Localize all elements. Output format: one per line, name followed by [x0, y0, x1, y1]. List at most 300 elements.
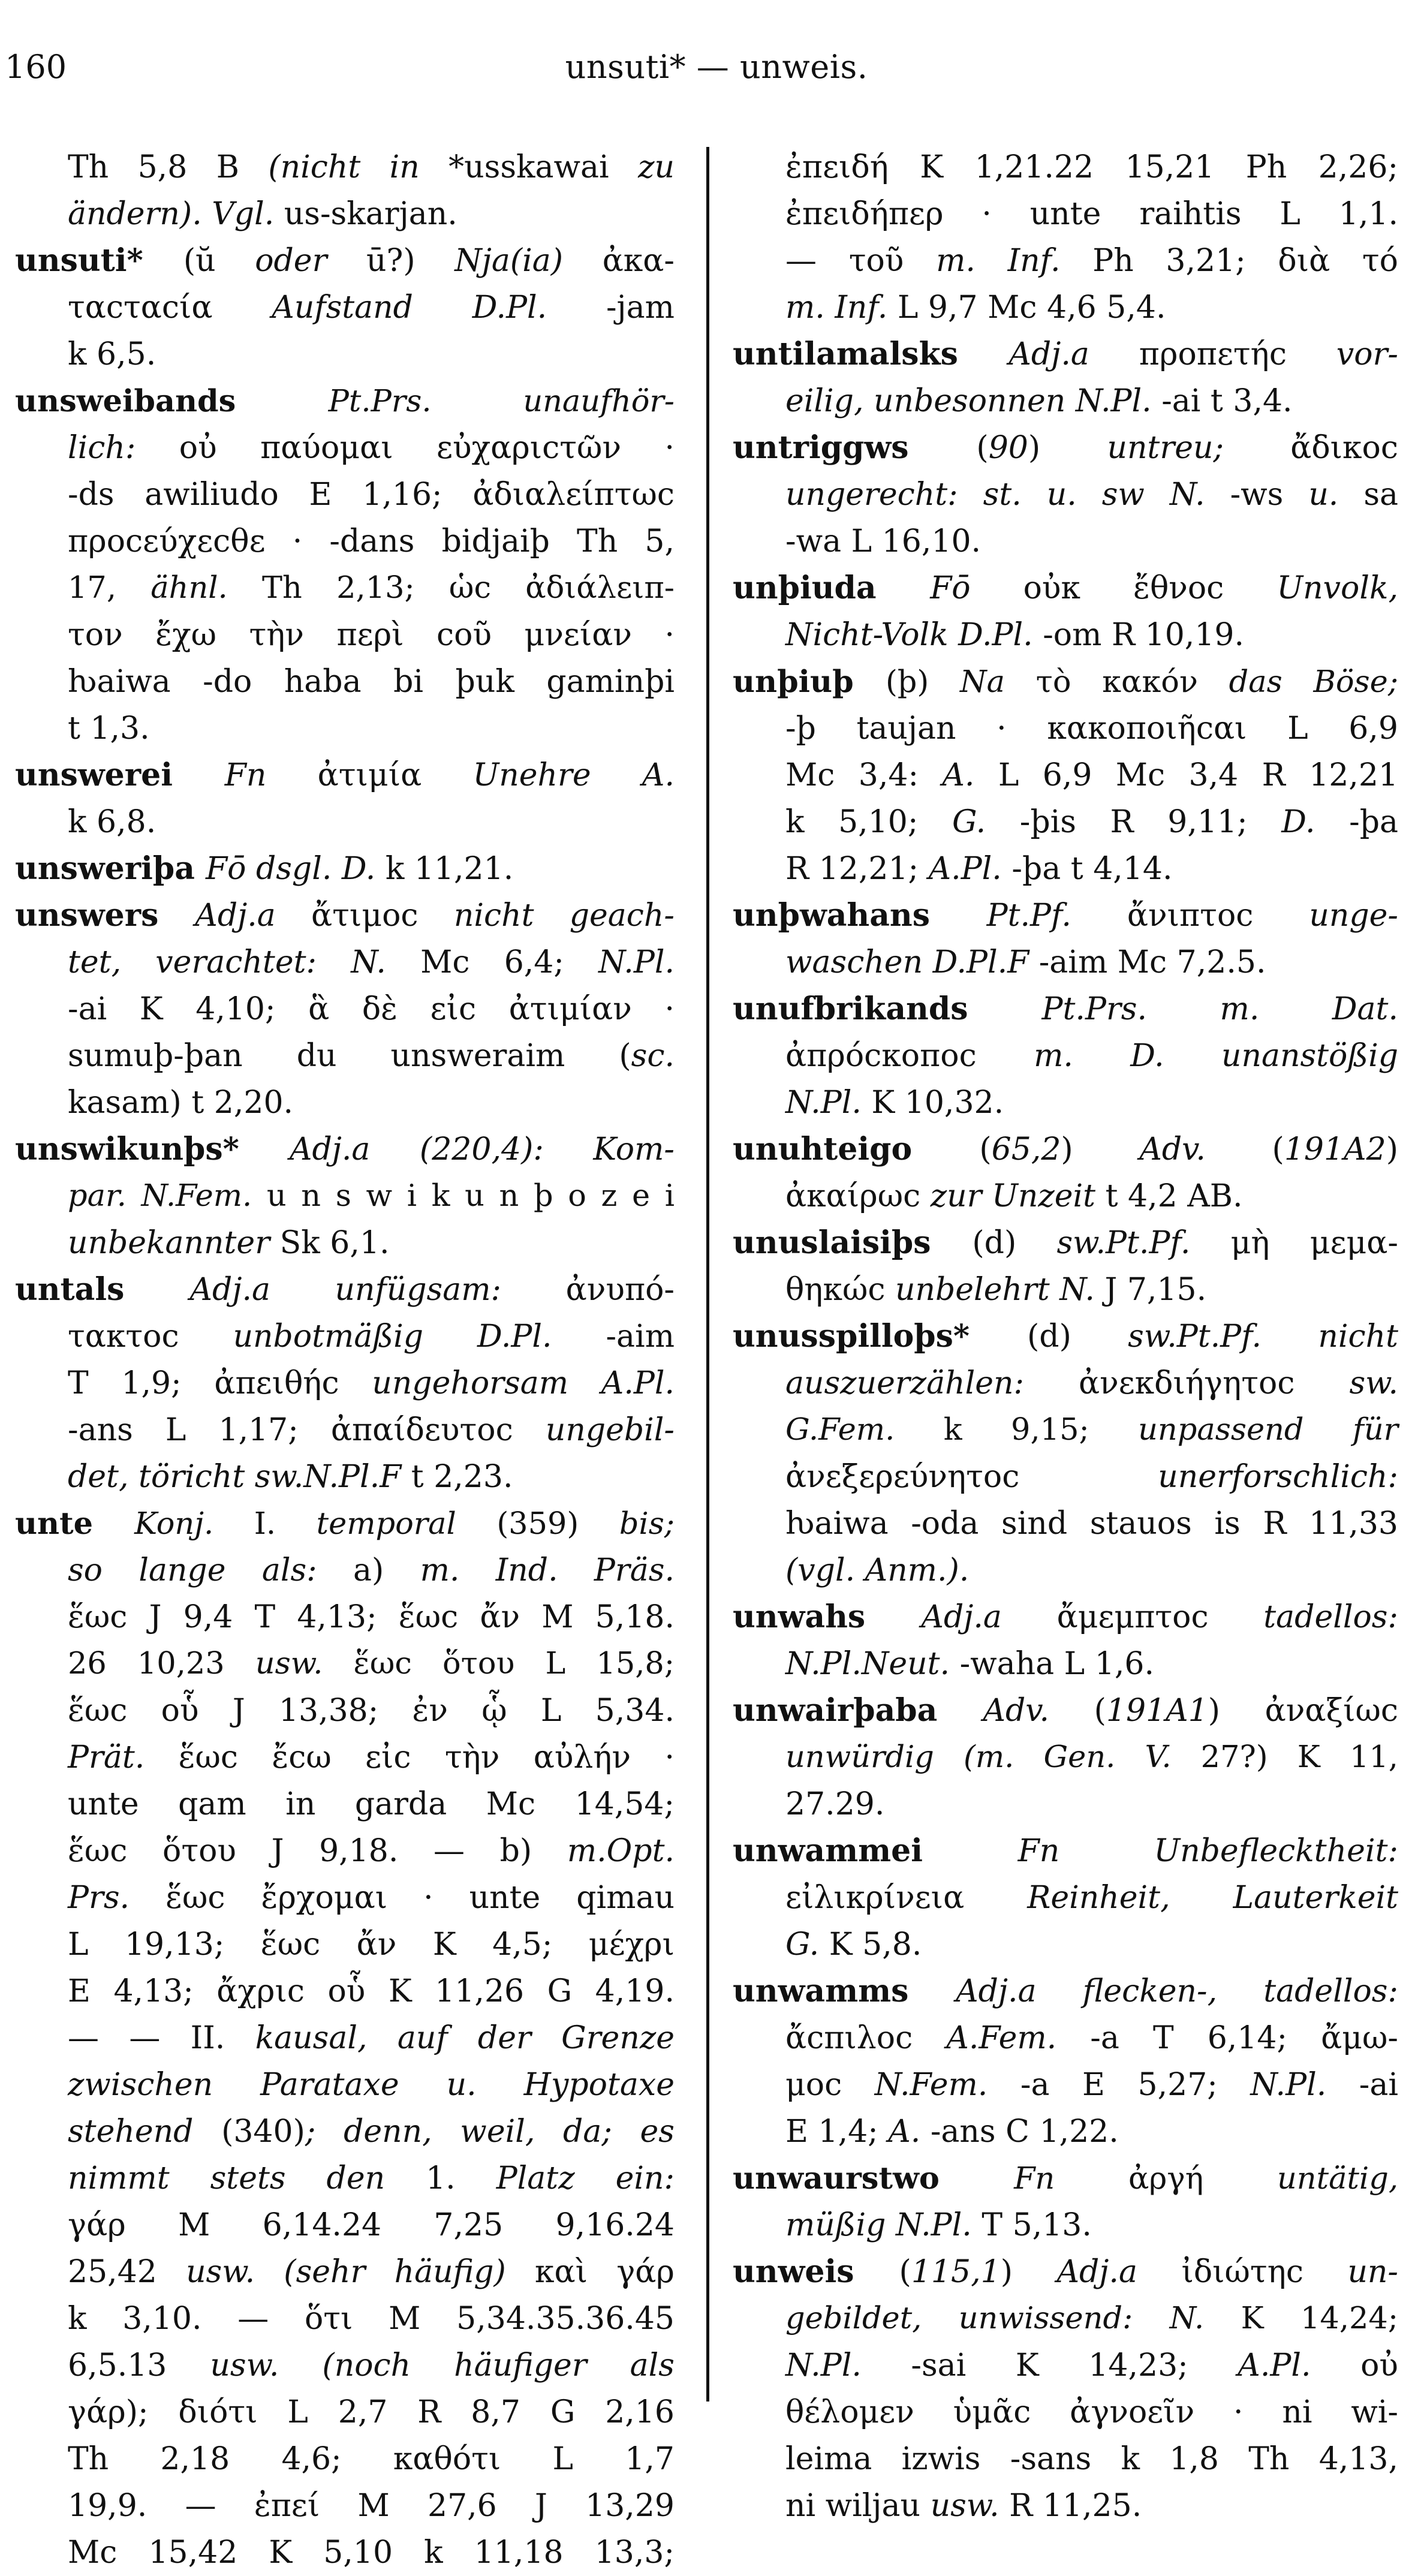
text: -ws	[1230, 477, 1309, 513]
text: I.	[254, 1506, 317, 1542]
entry-line	[733, 2108, 1398, 2155]
italic-text: A.	[888, 2114, 931, 2150]
italic-text: vor-	[1336, 336, 1398, 372]
italic-text: unpassend für	[1138, 1412, 1399, 1448]
italic-text: (nicht in	[268, 149, 449, 185]
left-column	[15, 144, 675, 2576]
text: ἀκα-	[602, 243, 675, 279]
text: ἕωc οὗ J 13,38; ἐν ᾧ L 5,34.	[68, 1693, 675, 1729]
text: K 14,24;	[1241, 2301, 1399, 2336]
italic-text: das Böse;	[1229, 664, 1398, 700]
headword: unwaurstwo	[733, 2160, 1014, 2196]
entry-line	[733, 2482, 1398, 2529]
right-column	[733, 144, 1398, 2529]
entry-headline	[733, 1828, 1398, 1874]
running-head: unsuti* — unweis.	[565, 48, 868, 86]
text: 26 10,23	[68, 1646, 255, 1681]
text: k 5,10;	[785, 804, 952, 840]
text: -ai t 3,4.	[1161, 383, 1293, 419]
italic-text: Nicht-Volk D.Pl.	[785, 617, 1043, 653]
entry-line	[15, 705, 675, 752]
text: 6,5.13	[68, 2348, 210, 2384]
text: ἕωc ἔρχομαι · unte qimau	[165, 1880, 675, 1916]
italic-text: waschen D.Pl.F	[785, 944, 1039, 980]
text: -þa	[1349, 804, 1398, 840]
text: )	[1000, 2254, 1057, 2290]
headword: unsweibands	[15, 383, 329, 419]
text: k 6,8.	[68, 804, 156, 840]
italic-text: müßig N.Pl.	[785, 2207, 982, 2243]
italic-text: zwischen Parataxe u. Hypotaxe	[68, 2067, 675, 2103]
text: μὴ μεμα-	[1230, 1225, 1398, 1261]
italic-text: N.Pl.	[1250, 2067, 1359, 2103]
entry-line	[15, 1641, 675, 1687]
entry-line	[15, 425, 675, 471]
entry-headline	[733, 1968, 1398, 2015]
entry-headline	[15, 378, 675, 425]
italic-text: G.Fem.	[785, 1412, 944, 1448]
headword: unþiuda	[733, 570, 931, 606]
italic-text: sw.	[1349, 1365, 1398, 1401]
entry-line	[733, 2342, 1398, 2389]
text: -aim Mc 7,2.5.	[1038, 944, 1266, 980]
italic-text: usw.	[930, 2488, 1010, 2524]
text: Th 2,18 4,6; καθότι L 1,7	[68, 2441, 675, 2477]
text: leima izwis -sans k 1,8 Th 4,13,	[785, 2441, 1398, 2477]
text: ū?)	[366, 243, 455, 279]
headword: unuhteigo	[733, 1131, 980, 1167]
entry-line	[15, 1921, 675, 1968]
italic-text: Aufstand D.Pl.	[272, 290, 606, 326]
italic-text: Pt.Pf.	[986, 898, 1127, 934]
text: t 4,2 AB.	[1105, 1178, 1243, 1214]
entry-line	[733, 1641, 1398, 1687]
italic-text: unge-	[1309, 898, 1398, 934]
italic-text: zu	[638, 149, 675, 185]
entry-headline	[733, 2155, 1398, 2202]
text: ἰδιώτηc	[1181, 2254, 1348, 2290]
italic-text: ungehorsam A.Pl.	[372, 1365, 675, 1401]
text: -waha L 1,6.	[959, 1646, 1154, 1682]
text: R 11,25.	[1009, 2488, 1142, 2524]
entry-line	[733, 237, 1398, 284]
entry-line	[733, 705, 1398, 752]
entry-line	[733, 2015, 1398, 2062]
text: ἄμεμπτοc	[1056, 1599, 1264, 1635]
italic-text: Reinheit, Lauterkeit	[1027, 1880, 1398, 1916]
text: ἕωc ὅτου L 15,8;	[353, 1646, 675, 1681]
entry-headline	[15, 1500, 675, 1547]
entry-line	[15, 939, 675, 986]
text: 27.29.	[785, 1786, 885, 1822]
entry-line	[15, 1547, 675, 1594]
text: )	[1028, 430, 1107, 466]
text: ἀτιμία	[317, 757, 473, 793]
text: -ans C 1,22.	[930, 2114, 1119, 2150]
italic-text: Na	[960, 664, 1036, 700]
italic-text: un-	[1347, 2254, 1398, 2290]
text: 27?) K 11,	[1200, 1740, 1398, 1775]
text: ἄνιπτοc	[1127, 898, 1309, 934]
italic-text: par. N.Fem.	[68, 1178, 267, 1214]
text: ƕaiwa -oda sind stauos is R 11,33	[785, 1506, 1398, 1542]
italic-text: tadellos:	[1263, 1599, 1398, 1635]
entry-line	[733, 939, 1398, 986]
italic-text: Adj.a	[1008, 336, 1139, 372]
entry-line	[15, 2529, 675, 2576]
entry-line	[15, 2062, 675, 2108]
text: -ai	[1359, 2067, 1398, 2103]
italic-text: A.	[942, 757, 998, 793]
entry-line	[733, 799, 1398, 845]
entry-line	[733, 2062, 1398, 2108]
text: Ph 3,21; διὰ τό	[1092, 243, 1398, 279]
entry-line	[733, 2202, 1398, 2249]
text: -þa t 4,14.	[1011, 851, 1173, 887]
italic-text: m.Opt.	[567, 1833, 675, 1869]
text: k 3,10. — ὅτι M 5,34.35.36.45	[68, 2301, 675, 2337]
entry-line	[15, 1220, 675, 1266]
text: -aim	[606, 1319, 675, 1355]
italic-text: G.	[952, 804, 1020, 840]
italic-text: Fō dsgl. D.	[206, 851, 386, 887]
italic-text: A.Pl.	[1238, 2348, 1361, 2384]
page-number: 160	[5, 48, 67, 86]
entry-line	[15, 284, 675, 331]
text: εἰλικρίνεια	[785, 1880, 1028, 1916]
entry-line	[15, 144, 675, 191]
text: u n s w i k u n þ o z e i	[266, 1178, 675, 1214]
text: K 5,8.	[829, 1927, 922, 1963]
entry-headline	[733, 1313, 1398, 1360]
entry-line	[15, 658, 675, 705]
text: -jam	[606, 290, 675, 326]
entry-line	[15, 2342, 675, 2389]
italic-text: nicht geach-	[453, 898, 675, 934]
text: us-skarjan.	[284, 196, 457, 232]
text: E 4,13; ἄχριc οὗ K 11,26 G 4,19.	[68, 1973, 675, 2009]
text: ἀνυπό-	[565, 1272, 675, 1308]
text: 25,42	[68, 2254, 186, 2290]
italic-text: Unehre A.	[472, 757, 675, 793]
text: 19,9. — ἐπεί M 27,6 J 13,29	[68, 2488, 675, 2524]
italic-text: usw.	[255, 1646, 354, 1681]
italic-text: usw. (sehr häufig)	[186, 2254, 535, 2290]
italic-text: lich:	[68, 430, 179, 466]
italic-text: eilig, unbesonnen N.Pl.	[785, 383, 1162, 419]
italic-text: G.	[785, 1927, 829, 1963]
text: 1.	[426, 2160, 496, 2196]
text: ταcταcία	[68, 290, 272, 326]
italic-text: ungerecht: st. u. sw N.	[785, 477, 1230, 513]
text: (	[899, 2254, 911, 2290]
italic-text: untätig,	[1277, 2161, 1399, 2196]
entry-line	[15, 1453, 675, 1500]
entry-line	[733, 1500, 1398, 1547]
entry-headline	[733, 1126, 1398, 1173]
text: μοc	[785, 2067, 875, 2103]
italic-text: 65,2	[991, 1131, 1061, 1167]
entry-headline	[15, 1126, 675, 1173]
entry-line	[733, 2295, 1398, 2342]
entry-headline	[733, 565, 1398, 612]
entry-line	[15, 1874, 675, 1921]
entry-line	[15, 2482, 675, 2529]
italic-text: tet, verachtet: N.	[68, 944, 421, 980]
headword: unte	[15, 1506, 135, 1542]
italic-text: unwürdig (m. Gen. V.	[785, 1740, 1201, 1775]
italic-text: Fn	[224, 757, 318, 793]
italic-text: auszuerzählen:	[785, 1365, 1079, 1401]
text: -a E 5,27;	[1020, 2067, 1251, 2103]
italic-text: kausal, auf der Grenze	[255, 2020, 675, 2056]
entry-line	[15, 1968, 675, 2015]
text: E 1,4;	[785, 2114, 889, 2150]
entry-line	[15, 1173, 675, 1220]
text: (	[1272, 1131, 1284, 1167]
entry-line	[15, 1033, 675, 1079]
text: (d)	[972, 1225, 1057, 1261]
text: *usskawai	[448, 149, 639, 185]
headword: unuslaisiþs	[733, 1224, 973, 1261]
entry-headline	[733, 658, 1398, 705]
entry-line	[733, 471, 1398, 518]
text: k 11,21.	[385, 851, 514, 887]
text: L 9,7 Mc 4,6 5,4.	[897, 290, 1166, 326]
italic-text: untreu;	[1107, 430, 1291, 466]
text: k 6,5.	[68, 336, 156, 372]
italic-text: (vgl. Anm.).	[785, 1552, 970, 1588]
italic-text: Adj.a unfügsam:	[189, 1272, 566, 1308]
italic-text: Adj.a	[195, 898, 312, 934]
italic-text: m. Inf.	[785, 290, 898, 326]
text: προcεύχεcθε · -dans bidjaiþ Th 5,	[68, 523, 675, 559]
entry-line	[15, 1360, 675, 1407]
entry-line	[733, 1781, 1398, 1828]
entry-headline	[15, 845, 675, 892]
text: (	[976, 430, 989, 466]
headword: unwahs	[733, 1599, 922, 1635]
entry-line	[733, 1407, 1398, 1453]
headword: untals	[15, 1271, 190, 1308]
italic-text: 191A1	[1106, 1693, 1208, 1729]
italic-text: ungebil-	[545, 1412, 675, 1448]
text: (	[1094, 1693, 1106, 1729]
text: ƕaiwa -do haba bi þuk gaminþi	[68, 664, 675, 700]
italic-text: 90	[988, 430, 1028, 466]
italic-text: Adv.	[983, 1693, 1094, 1729]
entry-line	[15, 331, 675, 378]
text: R 12,21;	[785, 851, 929, 887]
entry-line	[15, 191, 675, 237]
headword: unweis	[733, 2253, 899, 2290]
text: Mc 3,4:	[785, 757, 943, 793]
italic-text: Adj.a (220,4): Kom-	[289, 1131, 675, 1167]
text: τακτοc	[68, 1319, 233, 1355]
text: γάρ); διότι L 2,7 R 8,7 G 2,16	[68, 2394, 675, 2430]
entry-headline	[733, 331, 1398, 378]
text: θέλομεν ὑμᾶc ἀγνοεῖν · ni wi-	[785, 2394, 1398, 2430]
text: ἐπειδήπερ · unte raihtis L 1,1.	[785, 196, 1398, 232]
entry-line	[733, 191, 1398, 237]
text: οὐ παύομαι εὐχαριcτῶν ·	[179, 430, 675, 466]
italic-text: Adv.	[1139, 1131, 1272, 1167]
entry-headline	[15, 237, 675, 284]
text: (ŭ	[183, 243, 255, 279]
italic-text: Konj.	[134, 1506, 254, 1542]
italic-text: Adj.a	[921, 1599, 1057, 1635]
entry-line	[733, 612, 1398, 658]
entry-line	[15, 1313, 675, 1360]
italic-text: zur Unzeit	[930, 1178, 1106, 1214]
headword: unswikunþs*	[15, 1131, 290, 1167]
italic-text: det, töricht sw.N.Pl.F	[68, 1459, 411, 1495]
text: οὐκ ἔθνοc	[1023, 570, 1277, 606]
entry-line	[15, 799, 675, 845]
entry-line	[733, 2436, 1398, 2482]
italic-text: Adj.a flecken-, tadellos:	[956, 1973, 1398, 2009]
headword: unwamms	[733, 1973, 956, 2009]
entry-line	[15, 2108, 675, 2155]
text: Sk 6,1.	[279, 1225, 390, 1261]
text: a)	[353, 1552, 420, 1588]
entry-line	[733, 1266, 1398, 1313]
headword: unsuti*	[15, 242, 183, 279]
text: K 10,32.	[871, 1085, 1004, 1121]
italic-text: stehend	[68, 2114, 222, 2150]
entry-line	[733, 1360, 1398, 1407]
headword: unusspilloþs*	[733, 1318, 1027, 1355]
italic-text: usw. (noch häufiger als	[210, 2348, 675, 2384]
entry-line	[733, 1079, 1398, 1126]
italic-text: 115,1	[911, 2254, 1001, 2290]
text: -sai K 14,23;	[911, 2348, 1238, 2384]
text: ἐπειδή K 1,21.22 15,21 Ph 2,26;	[785, 149, 1398, 185]
text: sa	[1363, 477, 1398, 513]
text: ἕωc ἔcω εἰc τὴν αὐλήν ·	[178, 1740, 675, 1775]
headword: unþiuþ	[733, 664, 886, 700]
italic-text: gebildet, unwissend: N.	[785, 2301, 1241, 2336]
text: ἀνεξερεύνητοc	[785, 1459, 1158, 1495]
text: ἀνεκδιήγητοc	[1079, 1365, 1350, 1401]
italic-text: sc.	[631, 1038, 675, 1074]
entry-line	[733, 2389, 1398, 2436]
entry-line	[15, 2436, 675, 2482]
text: t 2,23.	[411, 1459, 513, 1495]
entry-line	[15, 1781, 675, 1828]
italic-text: ändern). Vgl.	[68, 196, 284, 232]
text: τον ἔχω τὴν περὶ cοῦ μνείαν ·	[68, 617, 675, 653]
headword: unsweriþa	[15, 850, 206, 887]
entry-line	[15, 471, 675, 518]
italic-text: Pt.Prs. unaufhör-	[328, 384, 675, 419]
italic-text: temporal	[316, 1506, 497, 1542]
entry-line	[15, 1079, 675, 1126]
text: ni wiljau	[785, 2488, 931, 2524]
entry-line	[15, 2389, 675, 2436]
italic-text: Fn	[1014, 2161, 1128, 2196]
entry-line	[733, 1547, 1398, 1594]
text: T 5,13.	[982, 2207, 1092, 2243]
text: ἄcπιλοc	[785, 2020, 947, 2056]
text: L 19,13; ἕωc ἄν K 4,5; μέχρι	[68, 1927, 675, 1963]
italic-text: nimmt stets den	[68, 2160, 426, 2196]
text: ἀργή	[1128, 2161, 1277, 2196]
text: (	[979, 1131, 992, 1167]
italic-text: N.Pl.	[785, 1085, 872, 1121]
text: ἄτιμοc	[311, 898, 454, 934]
text: (d)	[1027, 1319, 1128, 1355]
text: θηκώc	[785, 1272, 896, 1308]
italic-text: unerforschlich:	[1158, 1459, 1398, 1495]
italic-text: 191A2	[1284, 1131, 1386, 1167]
text: sumuþ-þan du unsweraim (	[68, 1038, 631, 1074]
text: kasam) t 2,20.	[68, 1085, 294, 1121]
entry-line	[733, 1734, 1398, 1781]
entry-headline	[733, 2249, 1398, 2295]
entry-line	[733, 1874, 1398, 1921]
text: J 7,15.	[1104, 1272, 1207, 1308]
text: -wa L 16,10.	[785, 523, 982, 559]
italic-text: unbelehrt N.	[895, 1272, 1105, 1308]
italic-text: N.Pl.	[598, 944, 675, 980]
entry-headline	[15, 892, 675, 939]
italic-text: A.Fem.	[946, 2020, 1091, 2056]
italic-text: u.	[1308, 477, 1364, 513]
italic-text: bis;	[619, 1506, 675, 1542]
text: Mc 15,42 K 5,10 k 11,18 13,3;	[68, 2535, 675, 2571]
italic-text: Prät.	[68, 1740, 179, 1775]
text: (340)	[221, 2114, 305, 2150]
entry-headline	[733, 986, 1398, 1033]
text: unte qam in garda Mc 14,54;	[68, 1786, 675, 1822]
text: Th 5,8 B	[68, 149, 269, 185]
entry-line	[15, 612, 675, 658]
headword: unswerei	[15, 757, 225, 793]
entry-line	[15, 1407, 675, 1453]
italic-text: N.Pl.Neut.	[785, 1646, 960, 1682]
text: L 6,9 Mc 3,4 R 12,21	[998, 757, 1398, 793]
text: -a T 6,14; ἄμω-	[1090, 2020, 1398, 2056]
entry-line	[733, 845, 1398, 892]
text: οὐ	[1360, 2348, 1398, 2384]
page-header	[0, 48, 1421, 102]
italic-text: sw.Pt.Pf.	[1056, 1225, 1231, 1261]
entry-line	[733, 752, 1398, 799]
entry-line	[15, 1687, 675, 1734]
entry-line	[15, 518, 675, 565]
text: k 9,15;	[943, 1412, 1139, 1448]
text: -þ taujan · κακοποιῆcαι L 6,9	[785, 711, 1398, 747]
entry-line	[15, 2295, 675, 2342]
headword: untriggws	[733, 429, 977, 466]
entry-line	[733, 378, 1398, 425]
text: γάρ M 6,14.24 7,25 9,16.24	[68, 2207, 675, 2243]
entry-line	[15, 2202, 675, 2249]
entry-headline	[733, 425, 1398, 471]
entry-headline	[733, 1594, 1398, 1641]
text: )	[1061, 1131, 1140, 1167]
italic-text: oder	[255, 243, 367, 279]
text: ἕωc ὅτου J 9,18. — b)	[68, 1833, 567, 1869]
italic-text: unbekannter	[68, 1225, 280, 1261]
entry-headline	[733, 1220, 1398, 1266]
entry-line	[15, 2249, 675, 2295]
entry-line	[733, 518, 1398, 565]
text: -ai K 4,10; ἃ δὲ εἰc ἀτιμίαν ·	[68, 991, 675, 1027]
entry-line	[733, 1453, 1398, 1500]
entry-headline	[733, 892, 1398, 939]
